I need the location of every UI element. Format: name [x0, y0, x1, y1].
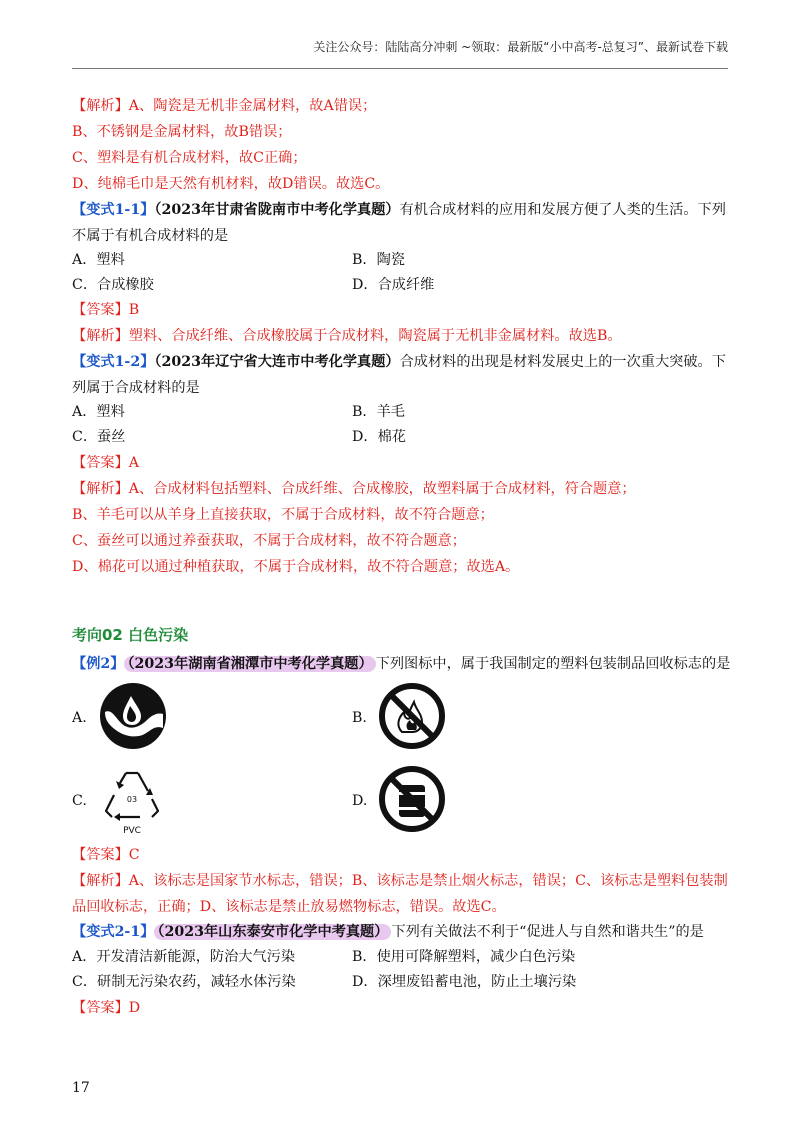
no-flammables-icon	[378, 765, 446, 837]
option-b: B.	[352, 710, 367, 726]
analysis-line: 【解析】塑料、合成纤维、合成橡胶属于合成材料，陶瓷属于无机非金属材料。故选B。	[72, 328, 622, 344]
page-number: 17	[72, 1080, 90, 1096]
option-c: C.	[72, 793, 87, 809]
option-d: D．深埋废铅蓄电池，防止土壤污染	[352, 974, 577, 990]
plastic-recycling-icon	[100, 765, 164, 841]
option-b: B．陶瓷	[352, 252, 405, 268]
question-stem: 【例2】 （2023年湖南省湘潭市中考化学真题） 下列图标中，属于我国制定的塑料包装制品回收标志的是	[72, 656, 731, 672]
analysis-line: C、塑料是有机合成材料，故C正确；	[72, 150, 307, 166]
answer-line: 【答案】A	[72, 455, 140, 471]
option-a: A.	[72, 710, 87, 726]
section-title: 考向02 白色污染	[72, 626, 189, 644]
analysis-line: D、棉花可以通过种植获取，不属于合成材料，故不符合题意；故选A。	[72, 559, 520, 575]
question-stem: 不属于有机合成材料的是	[72, 228, 229, 244]
analysis-line: 【解析】A、合成材料包括塑料、合成纤维、合成橡胶，故塑料属于合成材料，符合题意；	[72, 481, 636, 497]
water-saving-icon	[99, 682, 167, 754]
option-a: A．开发清洁新能源，防治大气污染	[72, 949, 296, 965]
no-fire-icon	[378, 682, 446, 754]
question-stem: 【变式1-2】（2023年辽宁省大连市中考化学真题）合成材料的出现是材料发展史上的一次重大突破。下	[72, 354, 726, 370]
analysis-line: C、蚕丝可以通过养蚕获取，不属于合成材料，故不符合题意；	[72, 533, 466, 549]
question-stem: 【变式1-1】（2023年甘肃省陇南市中考化学真题）有机合成材料的应用和发展方便了人类的生活。下列	[72, 202, 726, 218]
option-a: A．塑料	[72, 404, 125, 420]
answer-line: 【答案】D	[72, 1000, 141, 1016]
option-b: B．使用可降解塑料，减少白色污染	[352, 949, 576, 965]
header-rule	[72, 68, 728, 69]
analysis-line: D、纯棉毛巾是天然有机材料，故D错误。故选C。	[72, 176, 390, 192]
analysis-line: 品回收标志，正确；D、该标志是禁止放易燃物标志，错误。故选C。	[72, 899, 506, 915]
option-c: C．蚕丝	[72, 429, 126, 445]
question-stem: 【变式2-1】 （2023年山东泰安市化学中考真题） 下列有关做法不利于“促进人与自然和谐共生”的是	[72, 924, 704, 940]
option-c: C．研制无污染农药，减轻水体污染	[72, 974, 296, 990]
page-header: 关注公众号：陆陆高分冲刺 ~领取：最新版“小中高考-总复习”、最新试卷下载	[313, 40, 728, 54]
option-d: D．棉花	[352, 429, 406, 445]
answer-line: 【答案】C	[72, 847, 140, 863]
answer-line: 【答案】B	[72, 302, 140, 318]
question-stem: 列属于合成材料的是	[72, 380, 200, 396]
analysis-line: B、羊毛可以从羊身上直接获取，不属于合成材料，故不符合题意；	[72, 507, 494, 523]
option-a: A．塑料	[72, 252, 125, 268]
analysis-line: 【解析】A、该标志是国家节水标志，错误；B、该标志是禁止烟火标志，错误；C、该标志是塑料包装制	[72, 873, 728, 889]
option-c: C．合成橡胶	[72, 277, 154, 293]
recycle-number: 03	[126, 795, 138, 804]
recycle-label: PVC	[123, 826, 141, 836]
option-b: B．羊毛	[352, 404, 405, 420]
option-d: D.	[352, 793, 368, 809]
analysis-line: 【解析】A、陶瓷是无机非金属材料，故A错误；	[72, 98, 377, 114]
option-d: D．合成纤维	[352, 277, 435, 293]
analysis-line: B、不锈钢是金属材料，故B错误；	[72, 124, 292, 140]
